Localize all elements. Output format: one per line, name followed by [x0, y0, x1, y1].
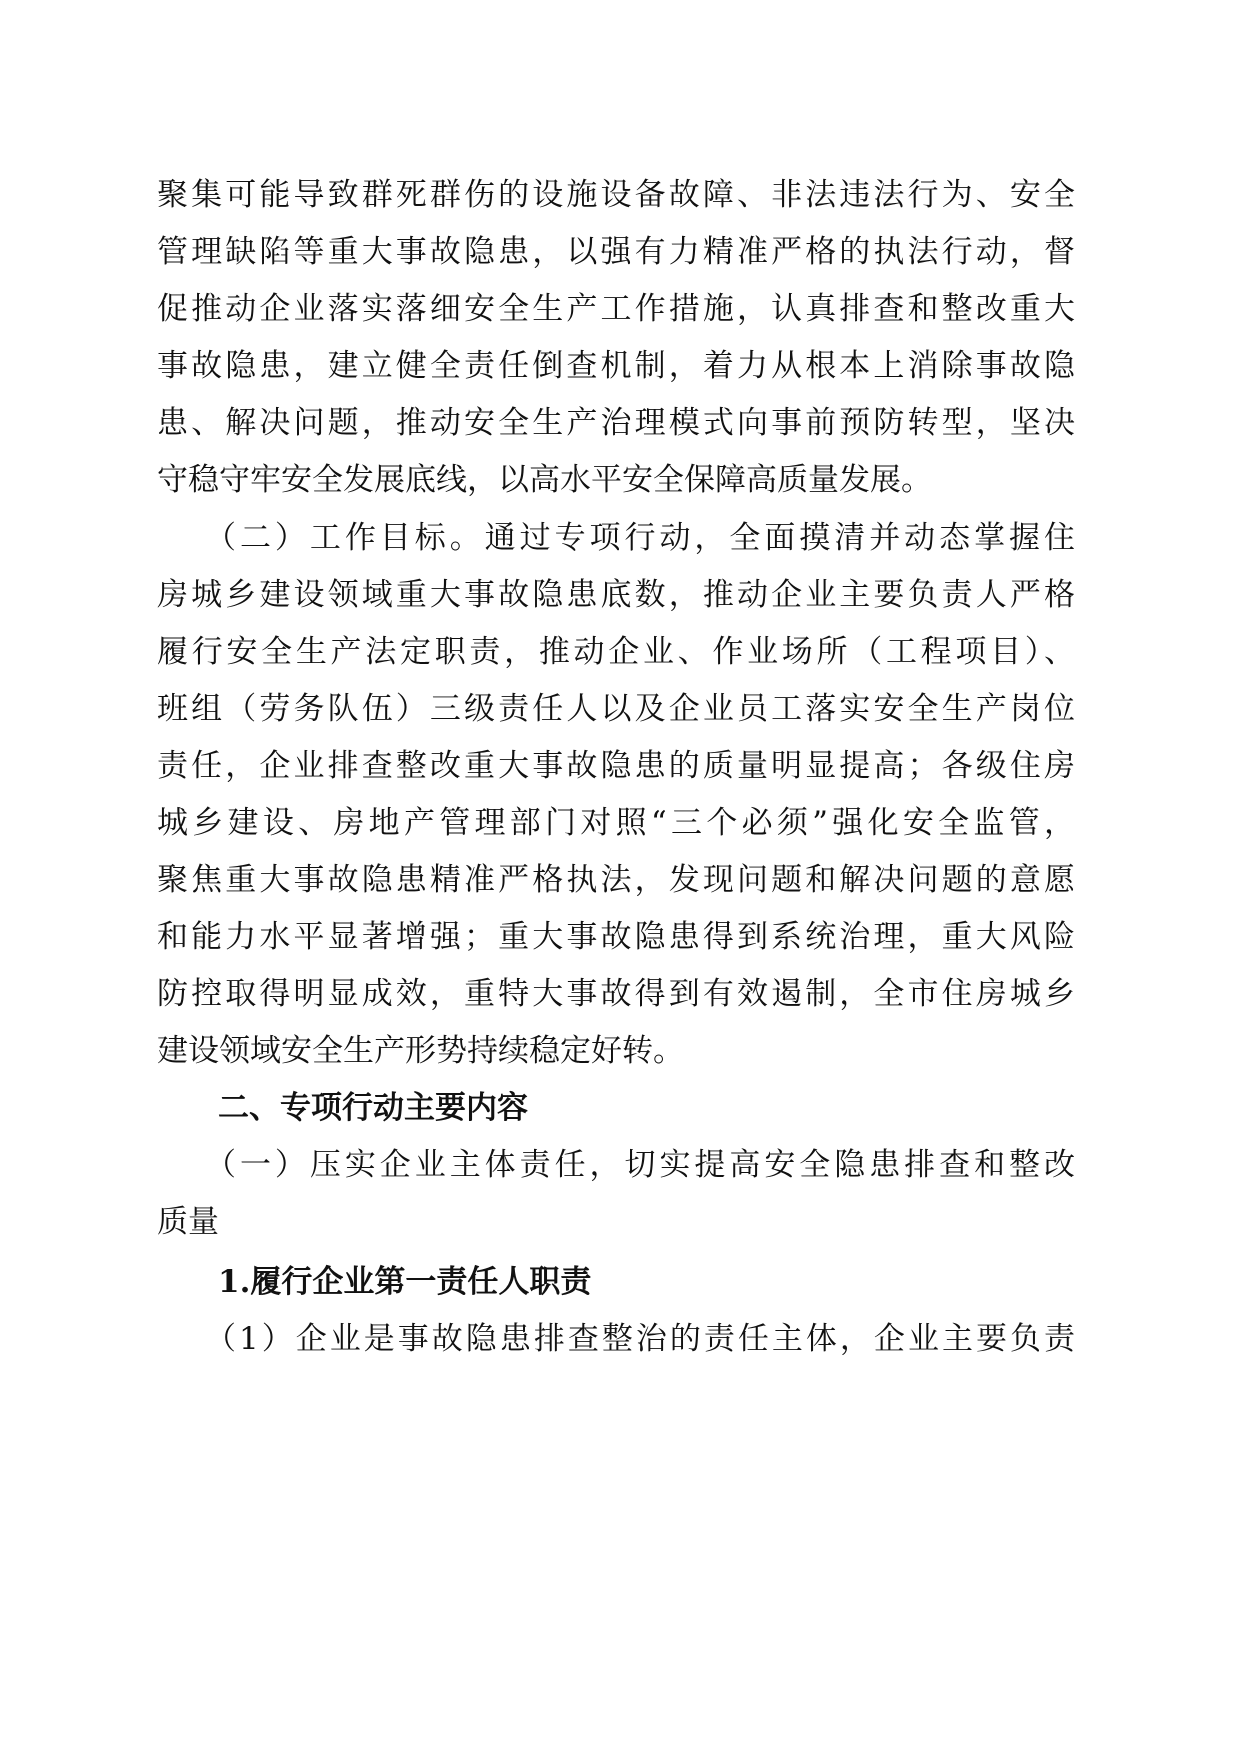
paragraph-line: 事故隐患，建立健全责任倒查机制，着力从根本上消除事故隐 — [157, 348, 1075, 384]
paragraph-line: 促推动企业落实落细安全生产工作措施，认真排查和整改重大 — [157, 291, 1075, 327]
paragraph-line: 管理缺陷等重大事故隐患，以强有力精准严格的执法行动，督 — [157, 234, 1075, 270]
paragraph-line: （二）工作目标。通过专项行动，全面摸清并动态掌握住 — [205, 520, 1075, 556]
paragraph-line: 聚焦重大事故隐患精准严格执法，发现问题和解决问题的意愿 — [157, 862, 1075, 898]
paragraph-line: 责任，企业排查整改重大事故隐患的质量明显提高；各级住房 — [157, 748, 1075, 784]
paragraph-line: 患、解决问题，推动安全生产治理模式向事前预防转型，坚决 — [157, 405, 1075, 441]
paragraph-line: （1）企业是事故隐患排查整治的责任主体，企业主要负责 — [205, 1321, 1075, 1357]
paragraph-line: 房城乡建设领域重大事故隐患底数，推动企业主要负责人严格 — [157, 577, 1075, 613]
paragraph-line: 聚集可能导致群死群伤的设施设备故障、非法违法行为、安全 — [157, 177, 1075, 213]
paragraph-line: 城乡建设、房地产管理部门对照“三个必须”强化安全监管， — [157, 805, 1075, 841]
paragraph-line: 班组（劳务队伍）三级责任人以及企业员工落实安全生产岗位 — [157, 691, 1075, 727]
subsection-heading-line: 质量 — [157, 1204, 219, 1240]
subsection-heading-line: （一）压实企业主体责任，切实提高安全隐患排查和整改 — [205, 1147, 1075, 1183]
item-heading: 1.履行企业第一责任人职责 — [218, 1264, 592, 1300]
paragraph-line: 履行安全生产法定职责，推动企业、作业场所（工程项目）、 — [157, 634, 1075, 670]
paragraph-line: 守稳守牢安全发展底线，以高水平安全保障高质量发展。 — [157, 462, 932, 498]
paragraph-line: 防控取得明显成效，重特大事故得到有效遏制，全市住房城乡 — [157, 976, 1075, 1012]
paragraph-line: 和能力水平显著增强；重大事故隐患得到系统治理，重大风险 — [157, 919, 1075, 955]
section-heading: 二、专项行动主要内容 — [218, 1090, 528, 1126]
paragraph-line: 建设领域安全生产形势持续稳定好转。 — [157, 1033, 684, 1069]
